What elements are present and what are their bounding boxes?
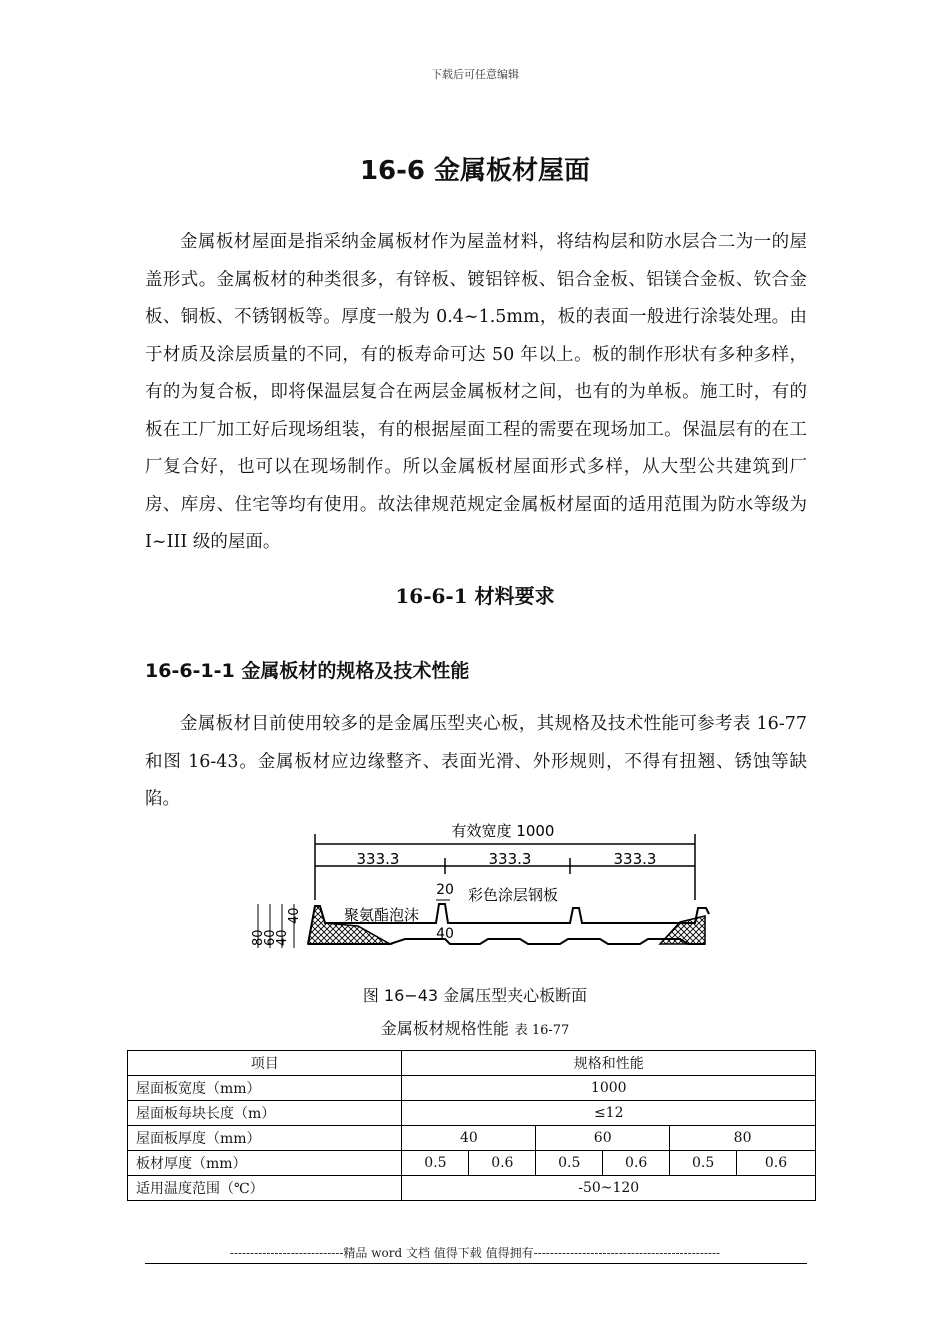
table-caption-main: 金属板材规格性能 [380, 1019, 509, 1038]
foam-label: 聚氨酯泡沫 [344, 906, 420, 924]
table-row [128, 1176, 816, 1201]
row-label: 屋面板每块长度（m） [128, 1101, 402, 1126]
table-row [128, 1101, 816, 1126]
footer-rule [145, 1263, 807, 1264]
panel-section-figure [240, 818, 720, 953]
span-label-2: 333.3 [488, 850, 532, 868]
figure-caption: 图 16−43 金属压型夹心板断面 [362, 986, 588, 1005]
row-value: 0.5 [402, 1151, 469, 1176]
subsection-heading: 16-6-1-1 金属板材的规格及技术性能 [145, 660, 470, 682]
span-label-1: 333.3 [356, 850, 400, 868]
spec-table [127, 1050, 816, 1201]
row-value: ≤12 [402, 1101, 816, 1126]
row-value: 0.6 [469, 1151, 536, 1176]
row-value: 40 [402, 1126, 536, 1151]
effective-width-label: 有效宽度 1000 [451, 822, 555, 840]
table-row [128, 1151, 816, 1176]
section-heading: 16-6-1 材料要求 [395, 584, 555, 608]
row-value: 60 [536, 1126, 670, 1151]
table-row [128, 1126, 816, 1151]
row-label: 板材厚度（mm） [128, 1151, 402, 1176]
rib-bottom-label: 40 [436, 926, 454, 942]
page-title: 16-6 金属板材屋面 [359, 156, 591, 186]
left-dim-40a: 40 [275, 929, 290, 946]
table-caption-number: 表 16-77 [514, 1023, 570, 1038]
row-value: -50~120 [402, 1176, 816, 1201]
span-label-3: 333.3 [613, 850, 657, 868]
left-dim-80: 80 [251, 929, 266, 946]
header-note: 下载后可任意编辑 [431, 68, 519, 81]
row-label: 适用温度范围（℃） [128, 1176, 402, 1201]
table-row [128, 1051, 816, 1076]
steel-label: 彩色涂层钢板 [468, 886, 559, 904]
rib-top-label: 20 [436, 882, 454, 898]
intro-paragraph: 金属板材屋面是指采纳金属板材作为屋盖材料，将结构层和防水层合二为一的屋盖形式。金属板材的种类很多，有锌板、镀铝锌板、铝合金板、铝镁合金板、钦合金板、铜板、不锈钢板等。厚度一般为 0.4~1.5mm，板的表面一般进行涂装处理。由于材质及涂层质量的不同，有的板寿命可达 50 年以上。板的制作形状有多种多样，有的为复合板，即将保温层复合在两层金属板材之间，也有的为单板。施工时，有的板在工厂加工好后现场组装，有的根据屋面工程的需要在现场加工。保温层有的在工厂复合好，也可以在现场制作。所以金属板材屋面形式多样，从大型公共建筑到厂房、库房、住宅等均有使用。故法律规范规定金属板材屋面的适用范围为防水等级为 I~III 级的屋面。 [145, 232, 807, 552]
row-value: 0.6 [603, 1151, 670, 1176]
table-caption [0, 1016, 950, 1039]
row-label: 屋面板厚度（mm） [128, 1126, 402, 1151]
left-dim-60: 60 [263, 929, 278, 946]
left-dim-40b: 40 [287, 907, 302, 924]
row-value: 0.5 [536, 1151, 603, 1176]
footer-text: ----------------------------精品 word 文档 值得下载 值得拥有---------------------------------------------- [229, 1246, 721, 1260]
header-item: 项目 [128, 1051, 402, 1076]
row-value: 0.6 [737, 1151, 816, 1176]
row-value: 0.5 [670, 1151, 737, 1176]
row-value: 1000 [402, 1076, 816, 1101]
table-row [128, 1076, 816, 1101]
header-spec: 规格和性能 [402, 1051, 816, 1076]
spec-paragraph: 金属板材目前使用较多的是金属压型夹心板，其规格及技术性能可参考表 16-77 和图 16-43。金属板材应边缘整齐、表面光滑、外形规则，不得有扭翘、锈蚀等缺陷。 [145, 714, 807, 809]
row-value: 80 [670, 1126, 816, 1151]
row-label: 屋面板宽度（mm） [128, 1076, 402, 1101]
